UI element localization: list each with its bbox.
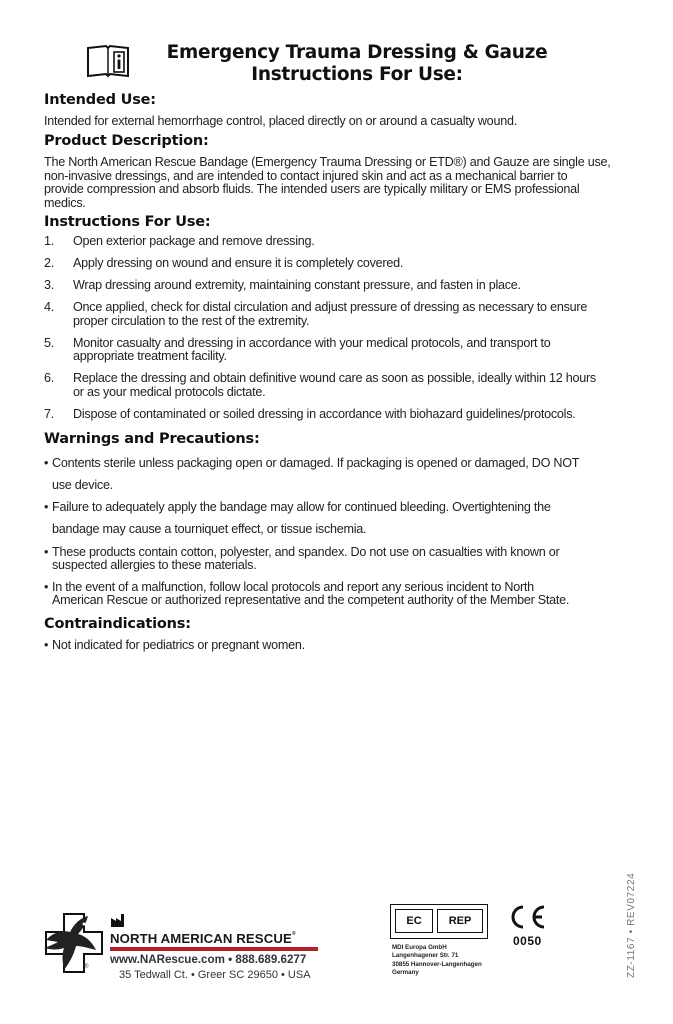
description-line: non-invasive dressings, and are intended to contact injured skin and act as a mechanical barrier to [44, 168, 568, 183]
ec-rep-line: Germany [392, 969, 419, 977]
notified-body-number: 0050 [513, 934, 542, 948]
footer [0, 890, 673, 1024]
product-description-section [44, 132, 644, 210]
ec-label: EC [395, 909, 433, 933]
warning-line: use device. [52, 477, 113, 492]
step-line: proper circulation to the rest of the extremity. [73, 313, 310, 328]
warning-line: In the event of a malfunction, follow local protocols and report any serious incident to North [52, 579, 534, 594]
step-number: 7. [44, 406, 55, 421]
instruction-step [44, 337, 644, 364]
step-line: Apply dressing on wound and ensure it is completely covered. [73, 256, 404, 271]
instructions-heading: Instructions For Use: [44, 214, 211, 231]
instruction-step [44, 372, 644, 399]
product-description-text [44, 156, 644, 210]
bullet: • [44, 544, 49, 559]
step-number: 5. [44, 335, 55, 350]
web-phone: www.NARescue.com • 888.689.6277 [110, 953, 307, 966]
page-title [134, 42, 580, 86]
contraindication-line: Not indicated for pediatrics or pregnant women. [52, 638, 305, 653]
step-line: Once applied, check for distal circulation and adjust pressure of dressing as necessary to ensure [73, 300, 588, 315]
instruction-step [44, 257, 644, 270]
description-line: provide compression and absorb fluids. The intended users are typically military or EMS professional [44, 182, 580, 197]
contraindications-list [44, 639, 644, 652]
contraindications-heading: Contraindications: [44, 616, 191, 633]
title-line-2: Instructions For Use: [251, 64, 463, 85]
company-registered: ® [291, 931, 296, 937]
ec-rep-line: 30855 Hannover-Langenhagen [392, 960, 482, 968]
warning-line: American Rescue or authorized representative and the competent authority of the Member State. [52, 592, 570, 607]
step-number: 6. [44, 371, 55, 386]
company-name [110, 931, 296, 946]
step-number: 4. [44, 300, 55, 315]
brand-red-bar [110, 947, 318, 951]
step-line: Monitor casualty and dressing in accordance with your medical protocols, and transport to [73, 335, 551, 350]
step-line: or as your medical protocols dictate. [73, 384, 266, 399]
registered-mark: ® [84, 964, 89, 970]
warning-line: These products contain cotton, polyester, and spandex. Do not use on casualties with known or [52, 544, 560, 559]
rep-label: REP [437, 909, 483, 933]
contraindications-section [44, 615, 644, 652]
warning-item [44, 546, 644, 573]
step-number: 3. [44, 278, 55, 293]
instruction-step [44, 408, 644, 421]
bullet: • [44, 455, 49, 470]
step-line: Replace the dressing and obtain definitive wound care as soon as possible, ideally within 12 hours [73, 371, 596, 386]
intended-use-text: Intended for external hemorrhage control, placed directly on or around a casualty wound. [44, 114, 517, 128]
instructions-list [44, 235, 644, 421]
info-book-icon [86, 44, 130, 78]
warnings-list [44, 452, 644, 607]
contraindication-item [44, 639, 644, 652]
title-line-1: Emergency Trauma Dressing & Gauze [166, 42, 548, 63]
ec-rep-address [392, 944, 482, 978]
warning-line: suspected allergies to these materials. [52, 558, 257, 573]
warning-item [44, 496, 644, 540]
company-name-text: NORTH AMERICAN RESCUE [110, 931, 292, 946]
step-line: appropriate treatment facility. [73, 349, 227, 364]
product-description-heading: Product Description: [44, 133, 209, 150]
instruction-step [44, 301, 644, 328]
document-revision-code: ZZ-1167 • REV07224 [626, 872, 637, 978]
manufacturer-factory-icon [110, 912, 128, 928]
warning-line: Contents sterile unless packaging open or damaged. If packaging is opened or damaged, DO NOT [52, 455, 580, 470]
instructions-section [44, 213, 644, 421]
content [44, 91, 644, 660]
warnings-heading: Warnings and Precautions: [44, 430, 260, 447]
step-number: 1. [44, 234, 55, 249]
ec-rep-symbol [390, 904, 488, 939]
instruction-step [44, 235, 644, 248]
step-line: Wrap dressing around extremity, maintaining constant pressure, and fasten in place. [73, 278, 521, 293]
ce-mark-icon [508, 904, 548, 930]
company-address: 35 Tedwall Ct. • Greer SC 29650 • USA [119, 969, 311, 981]
intended-use-heading: Intended Use: [44, 92, 156, 108]
eagle-cross-logo [40, 910, 108, 976]
instruction-step [44, 279, 644, 292]
title-block [86, 42, 596, 92]
step-number: 2. [44, 256, 55, 271]
warning-line: bandage may cause a tourniquet effect, or tissue ischemia. [52, 521, 367, 536]
description-line: The North American Rescue Bandage (Emergency Trauma Dressing or ETD®) and Gauze are single use, [44, 155, 611, 170]
step-line: Dispose of contaminated or soiled dressing in accordance with biohazard guidelines/protocols. [73, 406, 576, 421]
bullet: • [44, 579, 49, 594]
warning-item [44, 452, 644, 496]
warning-line: Failure to adequately apply the bandage may allow for continued bleeding. Overtightening the [52, 499, 551, 514]
ec-rep-line: Langenhagener Str. 71 [392, 952, 459, 960]
ec-rep-line: MDI Europa GmbH [392, 944, 447, 951]
warnings-section [44, 430, 644, 607]
intended-use-section [44, 91, 644, 128]
description-line: medics. [44, 195, 86, 210]
bullet: • [44, 638, 49, 653]
bullet: • [44, 499, 49, 514]
warning-item [44, 581, 644, 608]
step-line: Open exterior package and remove dressing. [73, 234, 315, 249]
